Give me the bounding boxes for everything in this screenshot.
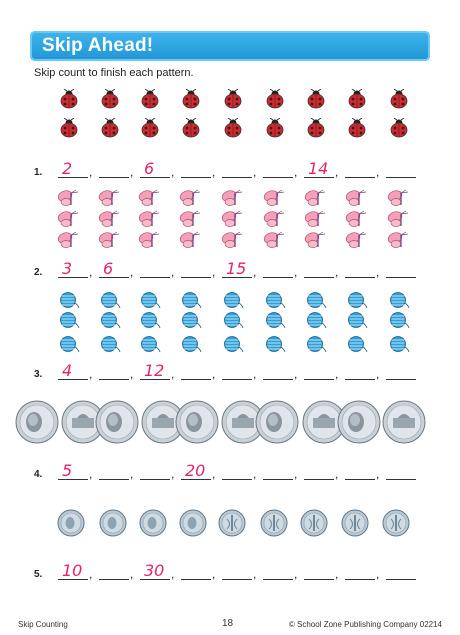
comma: ,: [89, 265, 93, 279]
answer-blank[interactable]: [386, 379, 416, 380]
answer-blank[interactable]: [181, 177, 211, 178]
butterfly-icon: [345, 189, 369, 207]
yarn-ball-icon: [99, 311, 121, 329]
butterfly-icon: [57, 231, 81, 249]
butterfly-icon: [345, 231, 369, 249]
nickel-icon: [15, 400, 59, 444]
yarn-ball-icon: [222, 311, 244, 329]
answer-blank[interactable]: [304, 479, 334, 480]
ladybug-icon: [305, 89, 327, 109]
butterfly-icon: [263, 189, 287, 207]
comma: ,: [294, 165, 298, 179]
instructions: Skip count to finish each pattern.: [34, 67, 194, 79]
comma: ,: [212, 265, 216, 279]
butterfly-icon: [98, 210, 122, 228]
ladybug-icon: [99, 118, 121, 138]
ladybug-icon: [58, 118, 80, 138]
answer-blank[interactable]: [181, 579, 211, 580]
comma: ,: [335, 367, 339, 381]
butterfly-icon: [98, 231, 122, 249]
problem-number: 5.: [34, 569, 43, 580]
yarn-ball-icon: [139, 311, 161, 329]
answer-blank[interactable]: [345, 579, 375, 580]
problem-number: 1.: [34, 167, 43, 178]
comma: ,: [171, 265, 175, 279]
butterfly-icon: [387, 231, 411, 249]
dime-icon: [99, 509, 127, 537]
comma: ,: [335, 567, 339, 581]
answer-blank[interactable]: [386, 277, 416, 278]
page-title: Skip Ahead!: [42, 35, 154, 56]
dime-back-icon: [382, 509, 410, 537]
yarn-ball-icon: [180, 335, 202, 353]
handwritten-answer: 4: [62, 361, 73, 380]
butterfly-icon: [57, 210, 81, 228]
answer-blank[interactable]: [140, 479, 170, 480]
yarn-ball-icon: [99, 291, 121, 309]
ladybug-icon: [58, 89, 80, 109]
comma: ,: [253, 165, 257, 179]
butterfly-icon: [138, 189, 162, 207]
ladybug-icon: [139, 89, 161, 109]
answer-blank[interactable]: [304, 379, 334, 380]
comma: ,: [335, 467, 339, 481]
comma: ,: [130, 265, 134, 279]
yarn-ball-icon: [139, 335, 161, 353]
answer-blank[interactable]: [263, 479, 293, 480]
ladybug-icon: [264, 89, 286, 109]
title-banner: [30, 31, 430, 61]
handwritten-answer: 15: [226, 259, 247, 278]
yarn-ball-icon: [222, 291, 244, 309]
answer-blank[interactable]: [304, 277, 334, 278]
butterfly-icon: [345, 210, 369, 228]
butterfly-icon: [263, 231, 287, 249]
footer-right: © School Zone Publishing Company 02214: [288, 620, 442, 629]
handwritten-answer: 5: [62, 461, 73, 480]
ladybug-icon: [180, 89, 202, 109]
answer-blank[interactable]: [345, 177, 375, 178]
comma: ,: [89, 367, 93, 381]
comma: ,: [171, 367, 175, 381]
butterfly-icon: [221, 231, 245, 249]
dime-back-icon: [260, 509, 288, 537]
comma: ,: [130, 467, 134, 481]
answer-blank[interactable]: [222, 379, 252, 380]
answer-blank[interactable]: [181, 379, 211, 380]
ladybug-icon: [346, 118, 368, 138]
handwritten-answer: 14: [308, 159, 329, 178]
yarn-ball-icon: [58, 291, 80, 309]
nickel-icon: [95, 400, 139, 444]
dime-back-icon: [218, 509, 246, 537]
answer-blank[interactable]: [140, 277, 170, 278]
comma: ,: [212, 367, 216, 381]
handwritten-answer: 3: [62, 259, 73, 278]
answer-blank[interactable]: [263, 579, 293, 580]
yarn-ball-icon: [305, 311, 327, 329]
dime-icon: [139, 509, 167, 537]
comma: ,: [253, 367, 257, 381]
answer-blank[interactable]: [263, 177, 293, 178]
handwritten-answer: 10: [62, 561, 83, 580]
butterfly-icon: [57, 189, 81, 207]
comma: ,: [376, 265, 380, 279]
nickel-icon: [337, 400, 381, 444]
comma: ,: [294, 367, 298, 381]
answer-blank[interactable]: [99, 177, 129, 178]
butterfly-icon: [221, 189, 245, 207]
yarn-ball-icon: [346, 335, 368, 353]
comma: ,: [212, 467, 216, 481]
ladybug-icon: [346, 89, 368, 109]
comma: ,: [130, 165, 134, 179]
comma: ,: [171, 467, 175, 481]
comma: ,: [171, 567, 175, 581]
comma: ,: [294, 567, 298, 581]
ladybug-icon: [305, 118, 327, 138]
yarn-ball-icon: [58, 335, 80, 353]
yarn-ball-icon: [388, 291, 410, 309]
ladybug-icon: [388, 89, 410, 109]
answer-blank[interactable]: [386, 177, 416, 178]
dime-back-icon: [341, 509, 369, 537]
ladybug-icon: [264, 118, 286, 138]
yarn-ball-icon: [346, 291, 368, 309]
problem-number: 3.: [34, 369, 43, 380]
answer-blank[interactable]: [222, 479, 252, 480]
ladybug-icon: [139, 118, 161, 138]
answer-blank[interactable]: [345, 479, 375, 480]
comma: ,: [294, 467, 298, 481]
yarn-ball-icon: [264, 311, 286, 329]
dime-icon: [57, 509, 85, 537]
dime-icon: [179, 509, 207, 537]
comma: ,: [89, 467, 93, 481]
comma: ,: [253, 265, 257, 279]
ladybug-icon: [222, 89, 244, 109]
comma: ,: [130, 567, 134, 581]
comma: ,: [294, 265, 298, 279]
answer-blank[interactable]: [386, 579, 416, 580]
butterfly-icon: [304, 189, 328, 207]
comma: ,: [212, 165, 216, 179]
yarn-ball-icon: [388, 335, 410, 353]
yarn-ball-icon: [222, 335, 244, 353]
answer-blank[interactable]: [263, 379, 293, 380]
comma: ,: [253, 567, 257, 581]
handwritten-answer: 30: [144, 561, 165, 580]
butterfly-icon: [387, 210, 411, 228]
handwritten-answer: 12: [144, 361, 165, 380]
answer-blank[interactable]: [345, 379, 375, 380]
answer-blank[interactable]: [304, 579, 334, 580]
answer-blank[interactable]: [345, 277, 375, 278]
yarn-ball-icon: [139, 291, 161, 309]
comma: ,: [130, 367, 134, 381]
handwritten-answer: 6: [103, 259, 114, 278]
answer-blank[interactable]: [99, 379, 129, 380]
yarn-ball-icon: [180, 311, 202, 329]
answer-blank[interactable]: [222, 177, 252, 178]
butterfly-icon: [138, 231, 162, 249]
butterfly-icon: [221, 210, 245, 228]
yarn-ball-icon: [264, 335, 286, 353]
comma: ,: [335, 165, 339, 179]
nickel-icon: [255, 400, 299, 444]
yarn-ball-icon: [58, 311, 80, 329]
footer-left: Skip Counting: [18, 620, 68, 629]
answer-blank[interactable]: [263, 277, 293, 278]
comma: ,: [376, 467, 380, 481]
answer-blank[interactable]: [99, 579, 129, 580]
ladybug-icon: [180, 118, 202, 138]
butterfly-icon: [98, 189, 122, 207]
comma: ,: [171, 165, 175, 179]
comma: ,: [253, 467, 257, 481]
butterfly-icon: [304, 210, 328, 228]
butterfly-icon: [387, 189, 411, 207]
butterfly-icon: [179, 231, 203, 249]
ladybug-icon: [388, 118, 410, 138]
yarn-ball-icon: [305, 335, 327, 353]
handwritten-answer: 2: [62, 159, 73, 178]
butterfly-icon: [138, 210, 162, 228]
comma: ,: [212, 567, 216, 581]
comma: ,: [89, 165, 93, 179]
nickel-back-icon: [382, 400, 426, 444]
problem-number: 4.: [34, 469, 43, 480]
comma: ,: [89, 567, 93, 581]
butterfly-icon: [263, 210, 287, 228]
comma: ,: [376, 165, 380, 179]
comma: ,: [376, 567, 380, 581]
ladybug-icon: [222, 118, 244, 138]
yarn-ball-icon: [305, 291, 327, 309]
yarn-ball-icon: [388, 311, 410, 329]
dime-back-icon: [300, 509, 328, 537]
butterfly-icon: [179, 210, 203, 228]
yarn-ball-icon: [264, 291, 286, 309]
answer-blank[interactable]: [99, 479, 129, 480]
comma: ,: [376, 367, 380, 381]
problem-number: 2.: [34, 267, 43, 278]
ladybug-icon: [99, 89, 121, 109]
yarn-ball-icon: [180, 291, 202, 309]
yarn-ball-icon: [99, 335, 121, 353]
handwritten-answer: 6: [144, 159, 155, 178]
handwritten-answer: 20: [185, 461, 206, 480]
answer-blank[interactable]: [181, 277, 211, 278]
butterfly-icon: [304, 231, 328, 249]
answer-blank[interactable]: [386, 479, 416, 480]
comma: ,: [335, 265, 339, 279]
nickel-icon: [175, 400, 219, 444]
yarn-ball-icon: [346, 311, 368, 329]
page-number: 18: [222, 618, 234, 629]
answer-blank[interactable]: [222, 579, 252, 580]
butterfly-icon: [179, 189, 203, 207]
